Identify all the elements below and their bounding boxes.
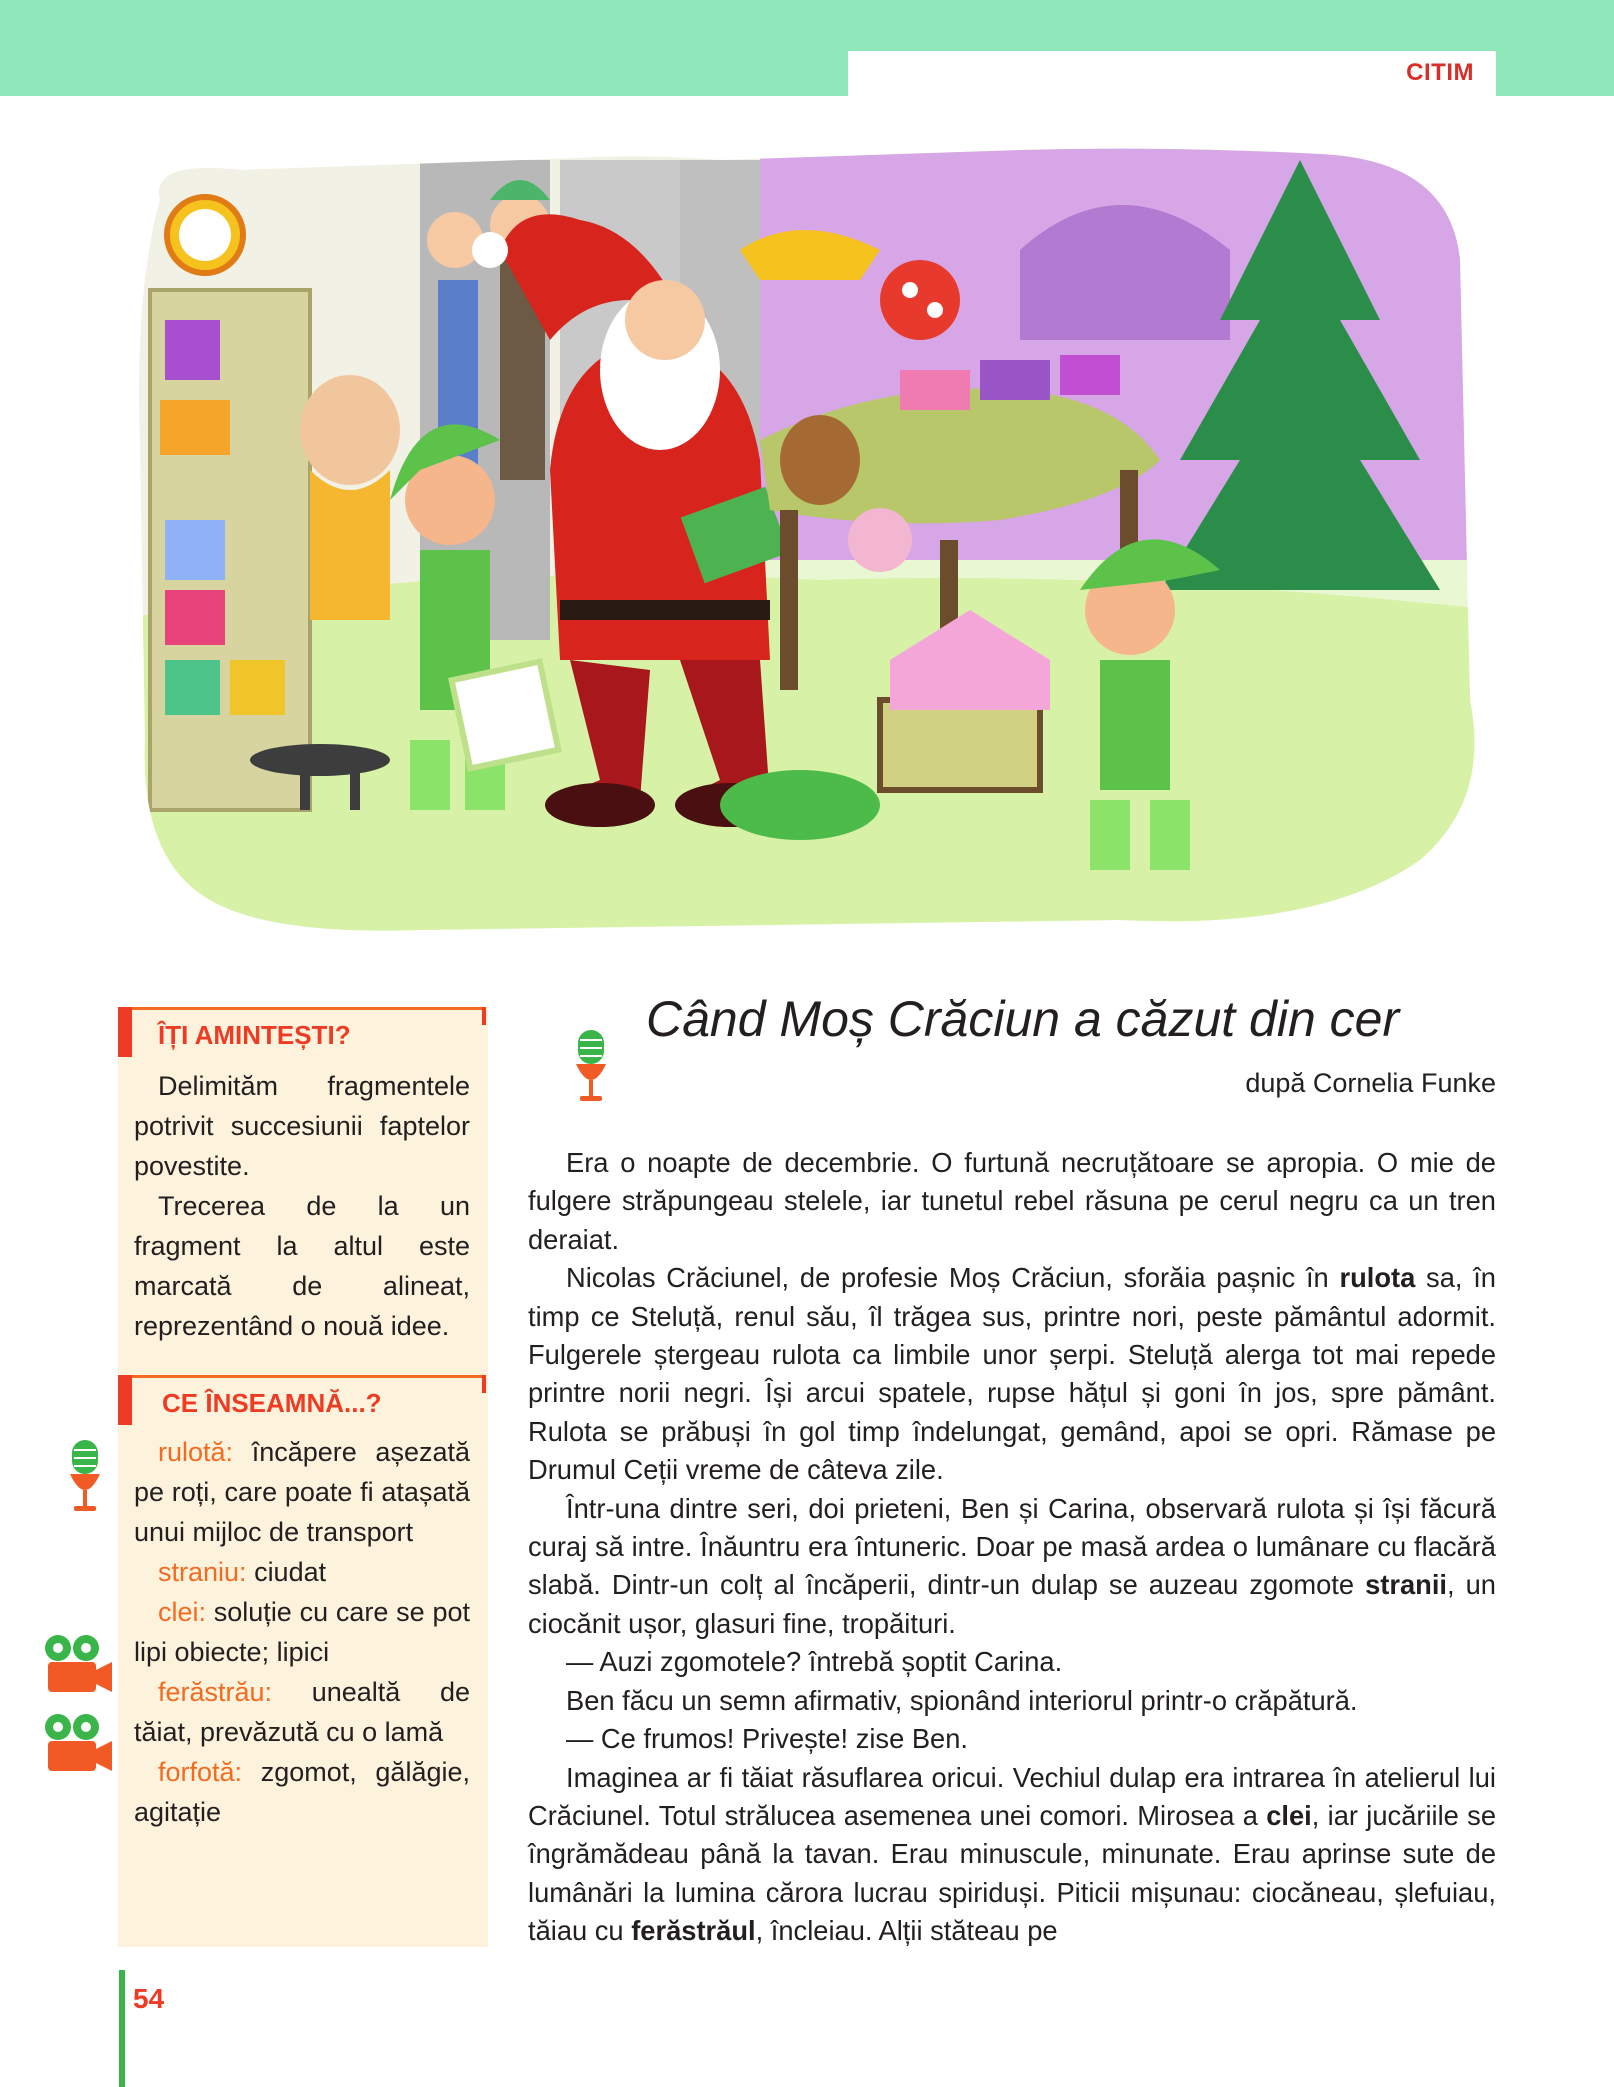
story-text: , încleiau. Alții stăteau pe <box>755 1915 1058 1947</box>
glossary-term: ferăstrău: <box>158 1677 273 1707</box>
glossary-entry <box>134 1432 470 1552</box>
remember-title: ÎȚI AMINTEȘTI? <box>158 1020 351 1050</box>
santa-workshop-illustration <box>120 140 1495 940</box>
story-text: sa, în timp ce Steluță, renul său, îl trăgea sus, printre nori, peste pământul adormit. Fulgerele ștergeau rulota ca limbile unor șerpi. Steluță alerga tot mai repede printre norii negri. Își arcui spatele, rupse hățul și goni în jos, spre pământ. Rulota se prăbuși în gol timp îndelungat, gemând, apoi se opri. Rămase pe Drumul Ceții vreme de câteva zile. <box>528 1262 1496 1486</box>
story-title: Când Moș Crăciun a căzut din cer <box>646 991 1400 1047</box>
glossary-header <box>118 1375 488 1425</box>
glossary-word: ferăstrăul <box>631 1915 756 1947</box>
story-text: , un ciocănit ușor, glasuri fine, tropăituri. <box>528 1569 1496 1639</box>
glossary-definition: zgomot, gălăgie, agitație <box>134 1757 470 1827</box>
story-text: Imaginea ar fi tăiat răsuflarea oricui. Vechiul dulap era intrarea în atelierul lui Crăciunel. Totul strălucea asemenea unei comori. Mirosea a <box>528 1761 1496 1831</box>
story-paragraph <box>528 1144 1496 1259</box>
glossary-term: straniu: <box>158 1557 247 1587</box>
glossary-word: stranii <box>1365 1569 1448 1601</box>
glossary-definition: ciudat <box>254 1557 327 1587</box>
story-paragraph <box>528 1759 1496 1951</box>
story-paragraph <box>528 1643 1496 1681</box>
remember-text <box>134 1066 470 1346</box>
glossary-word: rulota <box>1339 1262 1416 1294</box>
section-tab <box>848 51 1496 96</box>
glossary-term: clei: <box>158 1597 207 1627</box>
story-text: — Auzi zgomotele? întrebă șoptit Carina. <box>566 1646 1063 1678</box>
video-camera-icon[interactable] <box>40 1713 114 1775</box>
story-paragraph <box>528 1682 1496 1720</box>
glossary-term: rulotă: <box>158 1437 234 1467</box>
page-number: 54 <box>133 1983 165 2014</box>
story-paragraph <box>528 1490 1496 1644</box>
glossary-entry <box>134 1552 470 1592</box>
glossary-list <box>134 1432 470 1832</box>
story-author: după Cornelia Funke <box>1245 1068 1496 1098</box>
microphone-icon[interactable] <box>572 1030 610 1108</box>
story-body <box>528 1144 1496 1951</box>
glossary-term: forfotă: <box>158 1757 243 1787</box>
glossary-entry <box>134 1672 470 1752</box>
glossary-title: CE ÎNSEAMNĂ...? <box>162 1388 382 1418</box>
glossary-definition: unealtă de tăiat, prevăzută cu o lamă <box>134 1677 470 1747</box>
remember-header <box>118 1007 488 1057</box>
page-edge-rule <box>119 1970 125 2087</box>
story-text: Într-una dintre seri, doi prieteni, Ben și Carina, observară rulota și își făcură curaj să intre. Înăuntru era întuneric. Doar pe masă ardea o lumânare cu flacără slabă. Dintr-un colț al încăperii, dintr-un dulap se auzeau zgomote <box>528 1492 1496 1601</box>
story-text: Era o noapte de decembrie. O furtună necruțătoare se apropia. O mie de fulgere străpungeau stelele, iar tunetul rebel răsuna pe cerul negru ca un tren deraiat. <box>528 1147 1496 1255</box>
glossary-entry <box>134 1752 470 1832</box>
glossary-word: clei <box>1266 1799 1312 1831</box>
glossary-definition: încăpere așezată pe roți, care poate fi atașată unui mijloc de transport <box>134 1437 470 1547</box>
story-text: , iar jucăriile se îngrămădeau până la tavan. Erau minuscule, minunate. Erau aprinse sute de lumânări la lumina cărora lucrau spiriduși. Piticii mișunau: ciocăneau, șlefuiau, tăiau cu <box>528 1799 1496 1947</box>
story-text: Nicolas Crăciunel, de profesie Moș Crăciun, sforăia pașnic în <box>566 1262 1340 1294</box>
story-paragraph <box>528 1259 1496 1489</box>
story-paragraph <box>528 1720 1496 1758</box>
remember-paragraph: Delimităm fragmentele potrivit succesiunii faptelor povestite. <box>134 1071 470 1181</box>
section-label: CITIM <box>1406 59 1474 86</box>
remember-paragraph: Trecerea de la un fragment la altul este marcată de alineat, reprezentând o nouă idee. <box>134 1191 470 1341</box>
glossary-definition: soluție cu care se pot lipi obiecte; lipici <box>134 1597 470 1667</box>
glossary-entry <box>134 1592 470 1672</box>
story-text: Ben făcu un semn afirmativ, spionând interiorul printr-o crăpătură. <box>566 1684 1358 1716</box>
video-camera-icon[interactable] <box>40 1634 114 1696</box>
sidebar-box <box>118 1007 488 1947</box>
microphone-icon[interactable] <box>66 1440 104 1518</box>
story-text: — Ce frumos! Privește! zise Ben. <box>566 1723 969 1755</box>
